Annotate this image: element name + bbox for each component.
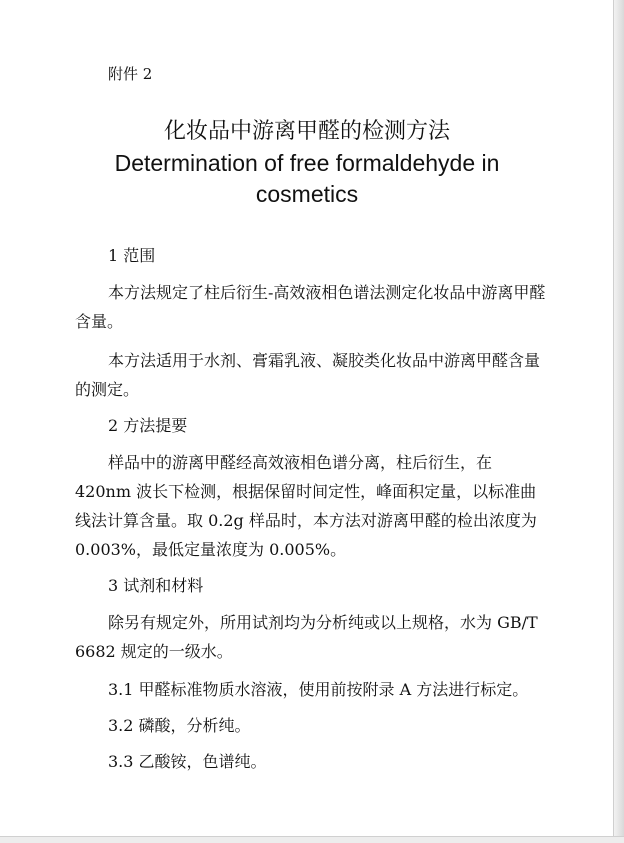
scope-paragraph-2: 本方法适用于水剂、膏霜乳液、凝胶类化妆品中游离甲醛含量的测定。 (75, 351, 541, 399)
method-summary-paragraph: 样品中的游离甲醛经高效液相色谱分离，柱后衍生，在 420nm 波长下检测，根据保留时间定性，峰面积定量，以标准曲线法计算含量。取 0.2g 样品时，本方法对游离甲醛的检出浓度为 0.003%，最低定量浓度为 0.005%。 (75, 453, 537, 559)
scope-paragraph-1: 本方法规定了柱后衍生-高效液相色谱法测定化妆品中游离甲醛含量。 (75, 283, 546, 331)
reagent-item: 3.2 磷酸，分析纯。 (108, 716, 251, 735)
reagent-item: 3.3 乙酸铵，色谱纯。 (108, 752, 267, 771)
page-edge-bottom (0, 836, 624, 843)
document-body (75, 244, 552, 784)
document-title-english-line2: cosmetics (255, 181, 359, 207)
attachment-label: 附件 2 (108, 65, 153, 83)
section-heading-reagents: 3 试剂和材料 (108, 576, 204, 595)
section-heading-method-summary: 2 方法提要 (108, 416, 188, 435)
document-title-chinese: 化妆品中游离甲醛的检测方法 (163, 119, 450, 144)
reagent-item: 3.1 甲醛标准物质水溶液，使用前按附录 A 方法进行标定。 (108, 680, 529, 699)
section-heading-scope: 1 范围 (108, 246, 156, 265)
document-title-english-line1: Determination of free formaldehyde in (114, 150, 500, 176)
reagents-paragraph: 除另有规定外，所用试剂均为分析纯或以上规格，水为 GB/T 6682 规定的一级水。 (75, 613, 538, 661)
page-edge-right (613, 0, 624, 843)
title-block (0, 116, 614, 210)
